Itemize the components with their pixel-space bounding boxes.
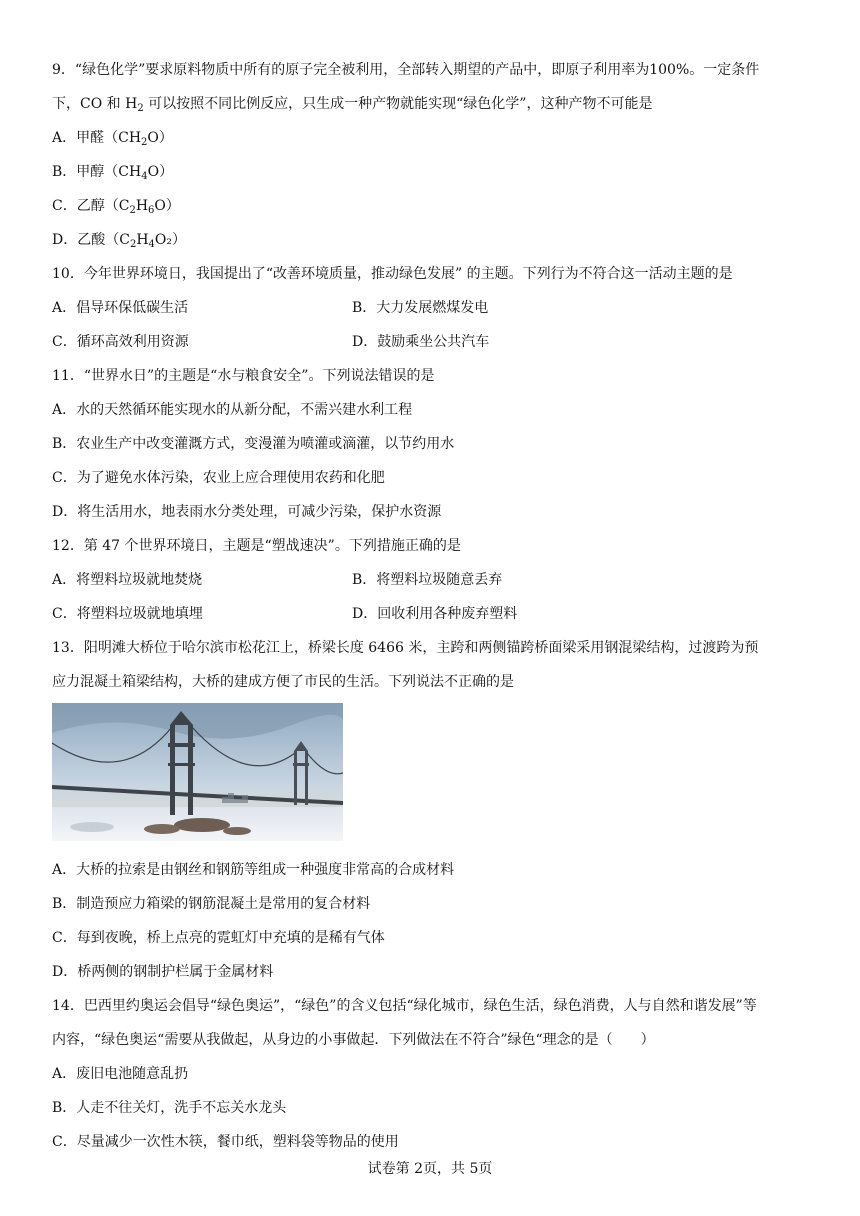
q10-option-d: D．鼓励乘坐公共汽车 [352, 334, 490, 350]
q9-option-d: D．乙酸$(C_2H_4O_2)$ [52, 232, 186, 250]
q14-stem-line2: 内容，“绿色奥运“需要从我做起，从身边的小事做起．下列做法在不符合”绿色“理念的是（ ） [52, 1032, 655, 1048]
q9-option-c: C．乙醇$(C_2H_6O)$ [52, 198, 180, 216]
q9-stem-line2: 下，CO 和 $H_2$ 可以按照不同比例反应，只生成一种产物就能实现“绿色化学”，这种产物不可能是 [52, 96, 653, 114]
q12-option-a: A．将塑料垃圾就地焚烧 [52, 572, 203, 588]
q13-stem-line1: 13．阳明滩大桥位于哈尔滨市松花江上，桥梁长度 6466 米，主跨和两侧锚跨桥面梁采用钢混梁结构，过渡跨为预 [52, 640, 759, 656]
q11-option-b: B．农业生产中改变灌溉方式，变漫灌为喷灌或滴灌，以节约用水 [52, 436, 455, 452]
q14-option-c: C．尽量减少一次性木筷，餐巾纸，塑料袋等物品的使用 [52, 1134, 399, 1150]
q10-option-c: C．循环高效利用资源 [52, 334, 189, 350]
q9-option-b: B．甲醇$(CH_4O)$ [52, 164, 174, 182]
q11-option-c: C．为了避免水体污染，农业上应合理使用农药和化肥 [52, 470, 385, 486]
q13-option-d: D．桥两侧的钢制护栏属于金属材料 [52, 964, 274, 980]
q14-option-b: B．人走不往关灯，洗手不忘关水龙头 [52, 1100, 287, 1116]
q12-option-b: B．将塑料垃圾随意丢弃 [352, 572, 503, 588]
q10-option-a: A．倡导环保低碳生活 [52, 300, 189, 316]
q11-option-a: A．水的天然循环能实现水的从新分配，不需兴建水利工程 [52, 402, 413, 418]
q14-option-a: A．废旧电池随意乱扔 [52, 1066, 189, 1082]
q13-option-b: B．制造预应力箱梁的钢筋混凝土是常用的复合材料 [52, 896, 371, 912]
q13-option-c: C．每到夜晚，桥上点亮的霓虹灯中充填的是稀有气体 [52, 930, 385, 946]
q9-option-a: A．甲醛$(CH_2O)$ [52, 130, 173, 148]
q11-stem: 11．“世界水日”的主题是“水与粮食安全”。下列说法错误的是 [52, 368, 435, 384]
page-footer: 试卷第 2页，共 5页 [367, 1161, 493, 1177]
q13-stem-line2: 应力混凝土箱梁结构，大桥的建成方便了市民的生活。下列说法不正确的是 [52, 674, 514, 690]
q10-stem: 10．今年世界环境日，我国提出了“改善环境质量，推动绿色发展” 的主题。下列行为不符合这一活动主题的是 [52, 266, 733, 282]
q12-option-c: C．将塑料垃圾就地填埋 [52, 606, 203, 622]
q13-option-a: A．大桥的拉索是由钢丝和钢筋等组成一种强度非常高的合成材料 [52, 862, 455, 878]
bridge-photo [52, 703, 343, 841]
q14-stem-line1: 14．巴西里约奥运会倡导“绿色奥运”，“绿色”的含义包括“绿化城市，绿色生活，绿色消费，人与自然和谐发展”等 [52, 998, 757, 1014]
q12-option-d: D．回收利用各种废弃塑料 [352, 606, 518, 622]
q10-option-b: B．大力发展燃煤发电 [352, 300, 489, 316]
q12-stem: 12．第 47 个世界环境日，主题是“塑战速决”。下列措施正确的是 [52, 538, 461, 554]
q9-stem-line1: 9．“绿色化学”要求原料物质中所有的原子完全被利用，全部转入期望的产品中，即原子利用率为100%。一定条件 [52, 62, 760, 78]
q11-option-d: D．将生活用水，地表雨水分类处理，可减少污染，保护水资源 [52, 504, 442, 520]
